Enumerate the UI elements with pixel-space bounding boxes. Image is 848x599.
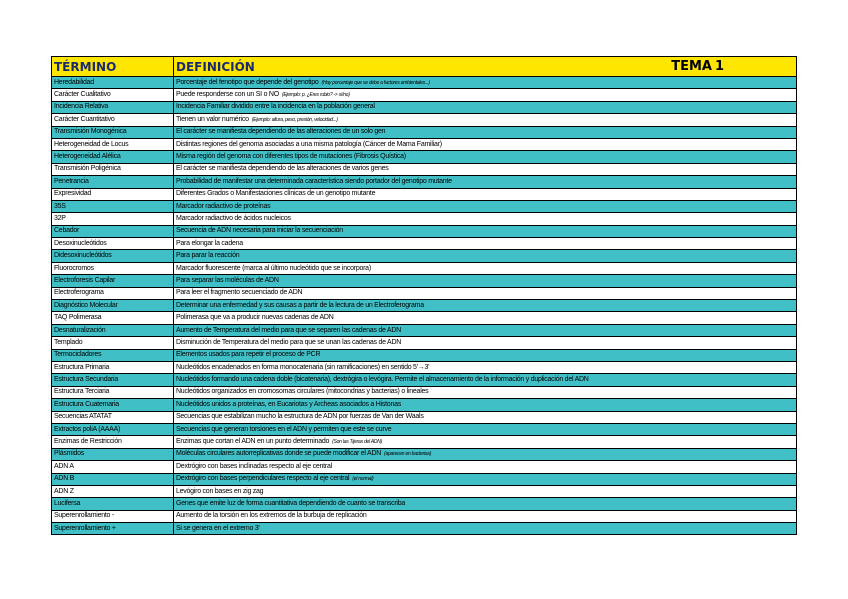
term-cell[interactable]: Desoxinucleótidos [52, 238, 174, 250]
term-cell[interactable]: Superenrollamiento - [52, 510, 174, 522]
definition-text: Elementos usados para repetir el proceso de PCR [176, 351, 321, 359]
definition-text: Determinar una enfermedad y sus causas a partir de la lectura de un Electroferograma [176, 301, 424, 309]
term-cell[interactable]: Carácter Cualitativo [52, 89, 174, 101]
table-row [52, 238, 797, 250]
definition-cell[interactable] [174, 498, 797, 510]
definition-cell[interactable] [174, 163, 797, 175]
header-definition-cell[interactable] [174, 57, 797, 77]
term-cell[interactable]: Templado [52, 337, 174, 349]
term-cell[interactable]: Termocicladores [52, 349, 174, 361]
definition-note: (Son las Tijeras del ADN) [332, 439, 383, 446]
term-cell[interactable]: Electroferograma [52, 287, 174, 299]
definition-cell[interactable] [174, 337, 797, 349]
table-row [52, 176, 797, 188]
definition-note: (Ejemplo: p. ¿Eres rubio? -> sí/no) [281, 92, 350, 99]
definition-text: El carácter se manifiesta dependiendo de las alteraciones de un solo gen [176, 128, 386, 136]
definition-cell[interactable] [174, 349, 797, 361]
definition-text: Levógiro con bases en zig zag [176, 487, 264, 495]
definition-cell[interactable] [174, 126, 797, 138]
definition-cell[interactable] [174, 411, 797, 423]
term-cell[interactable]: Fluorocromos [52, 262, 174, 274]
table-row [52, 200, 797, 212]
term-cell[interactable]: 32P [52, 213, 174, 225]
table-row [52, 386, 797, 398]
definition-cell[interactable] [174, 213, 797, 225]
definition-cell[interactable] [174, 287, 797, 299]
term-cell[interactable]: Estructura Secundaria [52, 374, 174, 386]
definition-cell[interactable] [174, 250, 797, 262]
table-row [52, 324, 797, 336]
table-row [52, 77, 797, 89]
term-cell[interactable]: Cebador [52, 225, 174, 237]
table-row [52, 225, 797, 237]
term-cell[interactable]: ADN B [52, 473, 174, 485]
definition-note: (Ejemplo: altura, peso, presión, velocidad...) [251, 116, 338, 123]
term-cell[interactable]: Heterogeneidad Alélica [52, 151, 174, 163]
definition-note: (Hay porcentaje que se debe a factores ambientales...) [321, 79, 430, 86]
term-header: TÉRMINO [54, 59, 117, 74]
definition-text: Marcador radiactivo de ácidos nucleicos [176, 214, 291, 222]
table-row [52, 300, 797, 312]
term-cell[interactable]: Heterogeneidad de Locus [52, 138, 174, 150]
definition-text: Secuencia de ADN necesaria para iniciar la secuenciación [176, 227, 343, 235]
term-cell[interactable]: Heredabilidad [52, 77, 174, 89]
definition-text: Disminución de Temperatura del medio para que se unan las cadenas de ADN [176, 338, 402, 346]
table-row [52, 114, 797, 126]
definition-text: Tienen un valor numérico [176, 115, 249, 123]
term-cell[interactable]: Secuencias ATATAT [52, 411, 174, 423]
definition-cell[interactable] [174, 114, 797, 126]
term-cell[interactable]: Didesoxinucleótidos [52, 250, 174, 262]
definition-note: (aparecen en bacterias) [384, 451, 432, 458]
definition-text: Puede responderse con un SI o NO [176, 91, 279, 99]
table-row [52, 89, 797, 101]
definition-cell[interactable] [174, 324, 797, 336]
definition-text: Para leer el fragmento secuenciado de ADN [176, 289, 303, 297]
definition-text: Misma región del genoma con diferentes tipos de mutaciones (Fibrosis Quística) [176, 153, 406, 161]
definition-text: Marcador radiactivo de proteínas [176, 202, 271, 210]
definition-text: Secuencias que generan torsiones en el ADN y permiten que este se curve [176, 425, 392, 433]
table-row [52, 337, 797, 349]
table-row [52, 374, 797, 386]
definition-cell[interactable] [174, 399, 797, 411]
table-row [52, 411, 797, 423]
definition-text: Nucleótidos formando una cadena doble (bicatenaria), dextrógira o levógira. Permite el almacenamiento de la información y duplicación del ADN [176, 376, 589, 384]
definition-text: Nucleótidos encadenados en forma monocatenaria (sin ramificaciones) en sentido 5'→3' [176, 363, 430, 371]
definition-cell[interactable] [174, 225, 797, 237]
definition-cell[interactable] [174, 485, 797, 497]
definition-text: Nucleótidos unidos a proteínas, en Eucariotas y Archeas asociados a Histonas [176, 400, 401, 408]
table-row [52, 213, 797, 225]
definition-cell[interactable] [174, 138, 797, 150]
table-row [52, 498, 797, 510]
term-cell[interactable]: Penetrancia [52, 176, 174, 188]
definition-cell[interactable] [174, 176, 797, 188]
table-row [52, 510, 797, 522]
definition-text: Aumento de Temperatura del medio para que se separen las cadenas de ADN [176, 326, 401, 334]
term-cell[interactable]: Desnaturalización [52, 324, 174, 336]
table-row [52, 473, 797, 485]
definition-text: Polimerasa que va a producir nuevas cadenas de ADN [176, 314, 334, 322]
table-row [52, 287, 797, 299]
definition-text: Dextrógiro con bases perpendiculares respecto al eje central [176, 475, 350, 483]
definition-cell[interactable] [174, 473, 797, 485]
definition-cell[interactable] [174, 386, 797, 398]
term-cell[interactable]: Transmisión Monogénica [52, 126, 174, 138]
term-cell[interactable]: Superenrollamiento + [52, 523, 174, 535]
definition-text: Porcentaje del fenotipo que depende del genotipo [176, 78, 319, 86]
definition-cell[interactable] [174, 77, 797, 89]
header-term-cell[interactable] [52, 57, 174, 77]
table-row [52, 361, 797, 373]
table-row [52, 151, 797, 163]
term-cell[interactable]: Extractos poliA (AAAA) [52, 423, 174, 435]
definition-cell[interactable] [174, 238, 797, 250]
table-row [52, 485, 797, 497]
table-row [52, 349, 797, 361]
definition-cell[interactable] [174, 361, 797, 373]
header-row [52, 57, 797, 77]
definition-text: Distintas regiones del genoma asociadas a una misma patología (Cáncer de Mama Familiar) [176, 140, 442, 148]
definition-cell[interactable] [174, 200, 797, 212]
definition-text: Para parar la reacción [176, 252, 240, 260]
tema-title [671, 58, 724, 74]
term-cell[interactable]: ADN A [52, 461, 174, 473]
table-row [52, 262, 797, 274]
tema-label: TEMA [671, 58, 712, 74]
definition-text: Dextrógiro con bases inclinadas respecto al eje central [176, 462, 332, 470]
term-cell[interactable]: 35S [52, 200, 174, 212]
table-row [52, 126, 797, 138]
definition-cell[interactable] [174, 300, 797, 312]
definition-cell[interactable] [174, 436, 797, 448]
table-row [52, 101, 797, 113]
definition-text: Para elongar la cadena [176, 239, 243, 247]
definition-cell[interactable] [174, 188, 797, 200]
definition-text: Moléculas circulares autorreplicativas donde se puede modificar el ADN [176, 450, 382, 458]
definition-cell[interactable] [174, 461, 797, 473]
definition-note: (el normal) [352, 476, 374, 483]
term-cell[interactable]: Diagnóstico Molecular [52, 300, 174, 312]
term-cell[interactable]: Carácter Cuantitativo [52, 114, 174, 126]
term-cell[interactable]: Enzimas de Restricción [52, 436, 174, 448]
definition-text: Nucleótidos organizados en cromosomas circulares (mitocondrias y bacterias) o lineales [176, 388, 429, 396]
definition-cell[interactable] [174, 510, 797, 522]
definition-cell[interactable] [174, 275, 797, 287]
table-row [52, 188, 797, 200]
term-cell[interactable]: Estructura Cuaternaria [52, 399, 174, 411]
definition-text: Secuencias que estabilizan mucho la estructura de ADN por fuerzas de Van der Waals [176, 413, 424, 421]
definition-text: Diferentes Grados o Manifestaciones clínicas de un genotipo mutante [176, 190, 376, 198]
term-cell[interactable]: Transmisión Poligénica [52, 163, 174, 175]
term-cell[interactable]: TAQ Polimerasa [52, 312, 174, 324]
table-row [52, 461, 797, 473]
term-cell[interactable]: Estructura Terciaria [52, 386, 174, 398]
table-row [52, 523, 797, 535]
definition-cell[interactable] [174, 262, 797, 274]
glossary-table [51, 56, 797, 535]
table-row [52, 436, 797, 448]
definition-cell[interactable] [174, 423, 797, 435]
table-row [52, 275, 797, 287]
table-row [52, 138, 797, 150]
term-cell[interactable]: Lucifersa [52, 498, 174, 510]
table-row [52, 163, 797, 175]
definition-cell[interactable] [174, 448, 797, 460]
table-row [52, 250, 797, 262]
term-cell[interactable]: Expresividad [52, 188, 174, 200]
definition-cell[interactable] [174, 312, 797, 324]
definition-text: El carácter se manifiesta dependiendo de las alteraciones de varios genes [176, 165, 389, 173]
term-cell[interactable]: Plásmidos [52, 448, 174, 460]
definition-text: Aumento de la torsión en los extremos de la burbuja de replicación [176, 512, 367, 520]
definition-text: Si se genera en el extremo 3' [176, 524, 260, 532]
definition-cell[interactable] [174, 523, 797, 535]
definition-text: Enzimas que cortan el ADN en un punto determinado [176, 438, 330, 446]
definition-text: Probabilidad de manifestar una determinada característica siendo portador del genotipo mutante [176, 177, 452, 185]
term-cell[interactable]: Estructura Primaria [52, 361, 174, 373]
tema-number: 1 [714, 58, 724, 74]
definition-header: DEFINICIÓN [176, 59, 255, 74]
definition-cell[interactable] [174, 89, 797, 101]
term-cell[interactable]: ADN Z [52, 485, 174, 497]
term-cell[interactable]: Incidencia Relativa [52, 101, 174, 113]
table-row [52, 399, 797, 411]
term-cell[interactable]: Electroforesis Capilar [52, 275, 174, 287]
definition-cell[interactable] [174, 151, 797, 163]
table-row [52, 423, 797, 435]
definition-text: Marcador fluorescente (marca al último nucleótido que se incorpora) [176, 264, 371, 272]
definition-text: Incidencia Familiar dividido entre la incidencia en la población general [176, 103, 375, 111]
table-row [52, 312, 797, 324]
definition-text: Genes que emite luz de forma cuantitativa dependiendo de cuanto se transcriba [176, 499, 406, 507]
definition-cell[interactable] [174, 101, 797, 113]
table-row [52, 448, 797, 460]
definition-cell[interactable] [174, 374, 797, 386]
definition-text: Para separar las moléculas de ADN [176, 276, 279, 284]
